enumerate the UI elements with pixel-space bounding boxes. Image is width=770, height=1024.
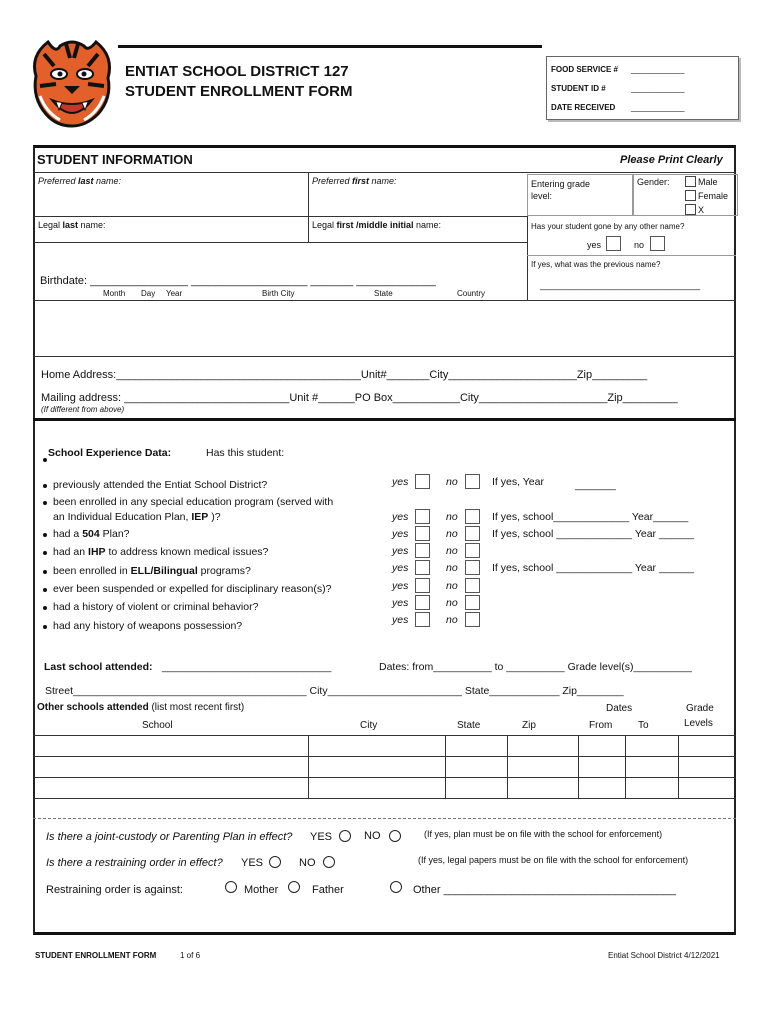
q3-no-label: no: [446, 528, 458, 540]
country-caption: Country: [457, 289, 486, 298]
female-label: Female: [698, 191, 729, 201]
birthdate-field[interactable]: Birthdate: ________________ ___________________ _______ _____________: [40, 275, 436, 287]
other-name-no-checkbox[interactable]: [650, 236, 665, 251]
q-special-education: been enrolled in any special education program (served with: [53, 496, 334, 508]
restraining-yes-label: YES: [241, 857, 264, 869]
q1-year-field[interactable]: _______: [575, 479, 616, 491]
q8-no-checkbox[interactable]: [465, 612, 480, 627]
against-mother-radio[interactable]: [225, 881, 237, 893]
x-gender-label: X: [698, 205, 705, 215]
birth-city-caption: Birth City: [262, 289, 295, 298]
q5-no-label: no: [446, 562, 458, 574]
q4-yes-label: yes: [392, 545, 409, 557]
q8-yes-label: yes: [392, 614, 409, 626]
student-id-field[interactable]: ____________: [631, 84, 685, 93]
col-city: City: [360, 720, 378, 731]
last-school-field[interactable]: _____________________________: [162, 661, 332, 673]
form-title: STUDENT ENROLLMENT FORM: [125, 83, 353, 100]
col-school: School: [142, 720, 173, 731]
other-name-question: Has your student gone by any other name?: [531, 222, 685, 231]
joint-no-radio[interactable]: [389, 830, 401, 842]
month-caption: Month: [103, 289, 126, 298]
restraining-no-radio[interactable]: [323, 856, 335, 868]
restraining-order-question: Is there a restraining order in effect?: [46, 857, 223, 869]
q4-yes-checkbox[interactable]: [415, 543, 430, 558]
q-ihp: had an IHP to address known medical issues?: [53, 546, 269, 558]
office-use-box: [546, 56, 739, 120]
tiger-logo: [26, 36, 118, 128]
female-checkbox[interactable]: [685, 190, 696, 201]
q7-yes-label: yes: [392, 597, 409, 609]
q3-yes-label: yes: [392, 528, 409, 540]
q6-yes-checkbox[interactable]: [415, 578, 430, 593]
entering-grade-label: Entering grade: [531, 179, 591, 189]
q1-no-label: no: [446, 476, 458, 488]
col-grade: Grade: [686, 703, 714, 714]
q2-yes-checkbox[interactable]: [415, 509, 430, 524]
q2-no-label: no: [446, 511, 458, 523]
against-father-radio[interactable]: [288, 881, 300, 893]
restraining-yes-radio[interactable]: [269, 856, 281, 868]
against-other-field[interactable]: Other ______________________________________: [413, 884, 677, 896]
other-name-no-label: no: [634, 240, 645, 250]
q5-no-checkbox[interactable]: [465, 560, 480, 575]
other-name-yes-label: yes: [587, 240, 602, 250]
previous-name-field[interactable]: ________________________________: [540, 280, 701, 290]
q1-no-checkbox[interactable]: [465, 474, 480, 489]
q5-yes-label: yes: [392, 562, 409, 574]
food-service-label: FOOD SERVICE #: [551, 65, 618, 74]
col-to: To: [638, 720, 649, 731]
joint-yes-radio[interactable]: [339, 830, 351, 842]
home-address-field[interactable]: Home Address:________________________________________Unit#_______City_____________________Zip_________: [41, 369, 648, 381]
if-different-note: (If different from above): [41, 405, 125, 414]
q2-yes-label: yes: [392, 511, 409, 523]
level-label: level:: [531, 191, 553, 201]
grade-level-box[interactable]: [527, 174, 633, 216]
col-levels: Levels: [684, 718, 713, 729]
last-school-dates[interactable]: Dates: from__________ to __________ Grade level(s)__________: [379, 661, 692, 673]
q3-followup[interactable]: If yes, school _____________ Year ______: [492, 528, 695, 540]
school-experience-title: School Experience Data:: [48, 447, 172, 459]
q8-yes-checkbox[interactable]: [415, 612, 430, 627]
x-gender-checkbox[interactable]: [685, 204, 696, 215]
footer-page-number: 1 of 6: [180, 951, 201, 960]
restraining-order-note: (If yes, legal papers must be on file with the school for enforcement): [418, 855, 689, 865]
gender-label: Gender:: [637, 177, 670, 187]
previous-name-question: If yes, what was the previous name?: [531, 260, 661, 269]
q-suspended: ever been suspended or expelled for disciplinary reason(s)?: [53, 583, 332, 595]
footer-district-date: Entiat School District 4/12/2021: [608, 951, 720, 960]
has-this-student: Has this student:: [206, 447, 285, 459]
food-service-field[interactable]: ____________: [631, 65, 685, 74]
footer-form-name: STUDENT ENROLLMENT FORM: [35, 951, 157, 960]
q7-yes-checkbox[interactable]: [415, 595, 430, 610]
q-special-education-line2: an Individual Education Plan, IEP )?: [53, 511, 221, 523]
q-weapons-history: had any history of weapons possession?: [53, 620, 243, 632]
joint-no-label: NO: [364, 830, 381, 842]
q-504-plan: had a 504 Plan?: [53, 528, 130, 540]
last-school-address[interactable]: Street________________________________________ City_______________________ State____________ Zip________: [45, 685, 624, 697]
preferred-last-label: Preferred last name:: [38, 176, 122, 186]
q4-no-label: no: [446, 545, 458, 557]
joint-custody-question: Is there a joint-custody or Parenting Plan in effect?: [46, 831, 293, 843]
col-dates: Dates: [606, 703, 633, 714]
mailing-address-field[interactable]: Mailing address: ___________________________Unit #______PO Box___________City_____________________Zip_________: [41, 392, 678, 404]
q6-no-label: no: [446, 580, 458, 592]
date-received-field[interactable]: ____________: [631, 103, 685, 112]
legal-last-label: Legal last name:: [38, 220, 106, 230]
q4-no-checkbox[interactable]: [465, 543, 480, 558]
restraining-against-label: Restraining order is against:: [46, 884, 183, 896]
q1-yes-label: yes: [392, 476, 409, 488]
q3-no-checkbox[interactable]: [465, 526, 480, 541]
col-zip: Zip: [522, 720, 536, 731]
other-name-yes-checkbox[interactable]: [606, 236, 621, 251]
q-ell-bilingual: been enrolled in ELL/Bilingual programs?: [53, 565, 251, 577]
q1-yes-checkbox[interactable]: [415, 474, 430, 489]
print-note: Please Print Clearly: [620, 154, 723, 166]
q-violent-history: had a history of violent or criminal behavior?: [53, 601, 259, 613]
q2-followup[interactable]: If yes, school_____________ Year______: [492, 511, 689, 523]
q-previously-attended: previously attended the Entiat School District?: [53, 479, 268, 491]
last-school-label: Last school attended:: [44, 661, 153, 673]
q6-no-checkbox[interactable]: [465, 578, 480, 593]
against-other-radio[interactable]: [390, 881, 402, 893]
year-caption: Year: [166, 289, 183, 298]
col-state: State: [457, 720, 481, 731]
against-mother-label: Mother: [244, 884, 279, 896]
col-from: From: [589, 720, 613, 731]
joint-custody-note: (If yes, plan must be on file with the school for enforcement): [424, 829, 663, 839]
q3-yes-checkbox[interactable]: [415, 526, 430, 541]
q2-no-checkbox[interactable]: [465, 509, 480, 524]
joint-yes-label: YES: [310, 831, 333, 843]
preferred-first-label: Preferred first name:: [312, 176, 397, 186]
q7-no-checkbox[interactable]: [465, 595, 480, 610]
other-schools-label: Other schools attended (list most recent first): [37, 702, 245, 713]
q8-no-label: no: [446, 614, 458, 626]
male-checkbox[interactable]: [685, 176, 696, 187]
district-name: ENTIAT SCHOOL DISTRICT 127: [125, 63, 349, 80]
q1-followup: If yes, Year: [492, 476, 544, 488]
against-father-label: Father: [312, 884, 344, 896]
restraining-no-label: NO: [299, 857, 316, 869]
day-caption: Day: [141, 289, 156, 298]
q6-yes-label: yes: [392, 580, 409, 592]
legal-first-label: Legal first /middle initial name:: [312, 220, 442, 230]
male-label: Male: [698, 177, 718, 187]
state-caption: State: [374, 289, 393, 298]
student-info-title: STUDENT INFORMATION: [37, 152, 193, 167]
q5-followup[interactable]: If yes, school _____________ Year ______: [492, 562, 695, 574]
date-received-label: DATE RECEIVED: [551, 103, 616, 112]
q5-yes-checkbox[interactable]: [415, 560, 430, 575]
q7-no-label: no: [446, 597, 458, 609]
student-id-label: STUDENT ID #: [551, 84, 606, 93]
